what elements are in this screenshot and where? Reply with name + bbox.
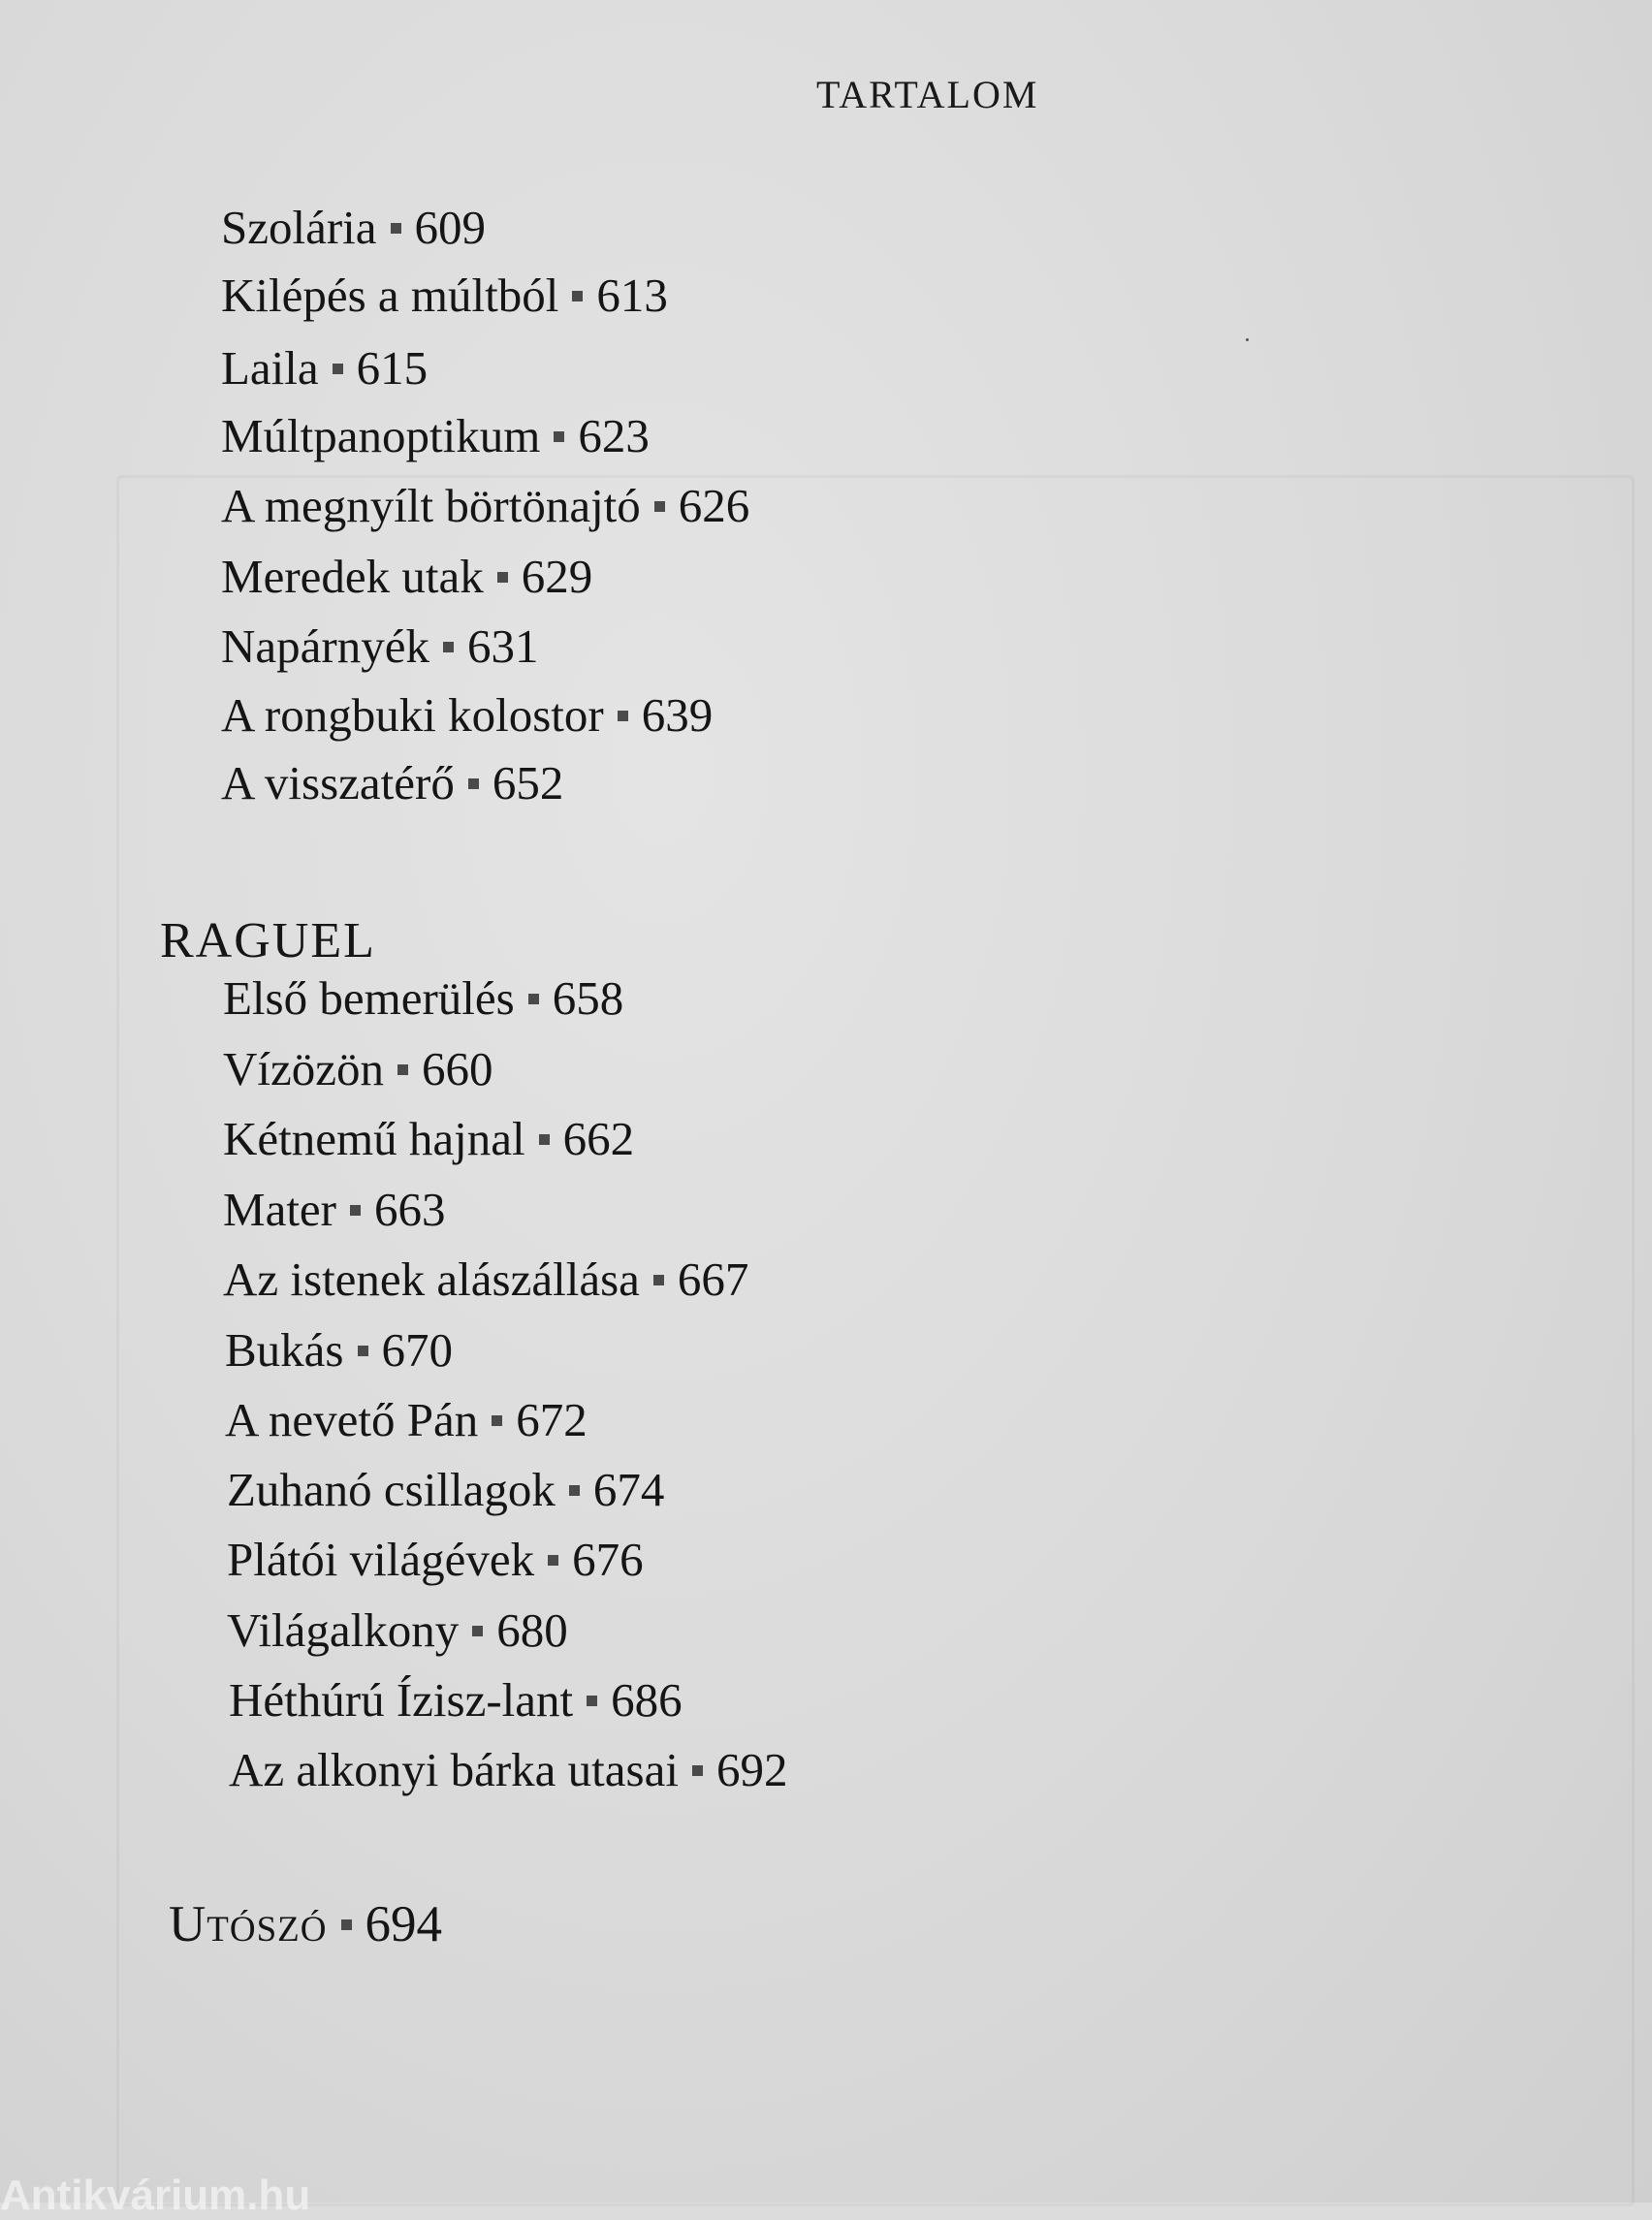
toc-entry: [221, 756, 564, 809]
bullet-separator: [358, 1346, 368, 1356]
toc-entry: [221, 341, 429, 395]
entry-title: Napárnyék: [221, 619, 429, 673]
entry-page: 623: [578, 409, 650, 462]
bullet-separator: [468, 778, 479, 789]
site-watermark: Antikvárium.hu: [0, 2172, 311, 2219]
toc-entry: [223, 1112, 635, 1165]
entry-page: 663: [374, 1183, 446, 1236]
entry-title: Vízözön: [223, 1042, 384, 1095]
entry-page: 680: [496, 1603, 568, 1657]
entry-page: 658: [552, 971, 624, 1025]
bullet-separator: [539, 1134, 550, 1145]
entry-title: A nevető Pán: [225, 1393, 479, 1446]
toc-entry: [227, 1463, 665, 1516]
bullet-separator: [472, 1626, 483, 1636]
entry-page: 626: [678, 479, 750, 532]
entry-title: Plátói világévek: [227, 1533, 535, 1586]
bullet-separator: [692, 1765, 703, 1776]
paper-speck: [1246, 338, 1249, 341]
entry-title: Kilépés a múltból: [221, 269, 559, 322]
toc-entry: [225, 1323, 453, 1377]
entry-page: 692: [715, 1743, 788, 1796]
toc-entry: [223, 971, 624, 1025]
entry-title: Laila: [221, 341, 319, 395]
entry-page: 676: [572, 1533, 644, 1586]
entry-page: 672: [516, 1393, 588, 1446]
bullet-separator: [341, 1919, 352, 1930]
entry-page: 609: [414, 201, 487, 254]
afterword-title: Utószó: [169, 1896, 328, 1952]
entry-title: Kétnemű hajnal: [223, 1112, 525, 1165]
entry-page: 670: [381, 1323, 453, 1377]
entry-page: 652: [492, 756, 564, 809]
page-header: TARTALOM: [816, 73, 1039, 116]
entry-title: Bukás: [225, 1323, 344, 1377]
entry-page: 613: [596, 269, 668, 322]
toc-entry: [221, 269, 668, 322]
bullet-separator: [528, 994, 539, 1004]
entry-title: Az alkonyi bárka utasai: [229, 1743, 679, 1796]
bullet-separator: [497, 572, 508, 583]
entry-title: Múltpanoptikum: [221, 409, 541, 462]
toc-entry: [223, 1253, 749, 1306]
entry-title: Héthúrú Ízisz-lant: [229, 1673, 574, 1727]
bullet-separator: [654, 501, 665, 512]
section-heading: RAGUEL: [160, 913, 376, 968]
toc-entry: [223, 1183, 446, 1236]
bullet-separator: [443, 642, 454, 652]
entry-title: Szolária: [221, 201, 377, 254]
toc-entry: [223, 1042, 493, 1095]
entry-title: Zuhanó csillagok: [227, 1463, 556, 1516]
toc-entry: [221, 619, 539, 673]
toc-entry: [221, 409, 650, 462]
bullet-separator: [391, 223, 401, 234]
entry-page: 667: [677, 1253, 749, 1306]
bullet-separator: [350, 1205, 361, 1216]
bullet-separator: [618, 711, 628, 721]
bullet-separator: [572, 291, 583, 301]
entry-page: 615: [356, 341, 429, 395]
toc-entry: [225, 1393, 588, 1446]
bullet-separator: [397, 1064, 408, 1075]
bullet-separator: [569, 1485, 580, 1496]
entry-page: 686: [611, 1673, 683, 1727]
entry-title: A rongbuki kolostor: [221, 688, 604, 742]
bullet-separator: [587, 1696, 597, 1706]
entry-page: 629: [521, 550, 593, 603]
toc-entry: [221, 550, 593, 603]
entry-page: 639: [641, 688, 714, 742]
entry-page: 631: [466, 619, 539, 673]
entry-title: Az istenek alászállása: [223, 1253, 640, 1306]
entry-page: 662: [562, 1112, 635, 1165]
bullet-separator: [554, 431, 564, 442]
toc-entry: [221, 479, 750, 532]
entry-title: Első bemerülés: [223, 971, 515, 1025]
entry-page: 660: [422, 1042, 493, 1095]
entry-title: Mater: [223, 1183, 336, 1236]
bullet-separator: [333, 364, 343, 374]
entry-title: A visszatérő: [221, 756, 455, 809]
toc-entry: [229, 1743, 788, 1796]
afterword-page: 694: [365, 1896, 442, 1952]
toc-entry: [227, 1603, 568, 1657]
toc-entry: [229, 1673, 683, 1727]
bullet-separator: [653, 1275, 664, 1285]
entry-page: 674: [592, 1463, 665, 1516]
entry-title: A megnyílt börtönajtó: [221, 479, 641, 532]
bullet-separator: [492, 1415, 502, 1426]
entry-title: Meredek utak: [221, 550, 484, 603]
toc-entry: [221, 201, 487, 254]
toc-afterword: [169, 1895, 442, 1953]
toc-entry: [227, 1533, 644, 1586]
toc-entry: [221, 688, 714, 742]
entry-title: Világalkony: [227, 1603, 460, 1657]
bullet-separator: [548, 1555, 558, 1566]
